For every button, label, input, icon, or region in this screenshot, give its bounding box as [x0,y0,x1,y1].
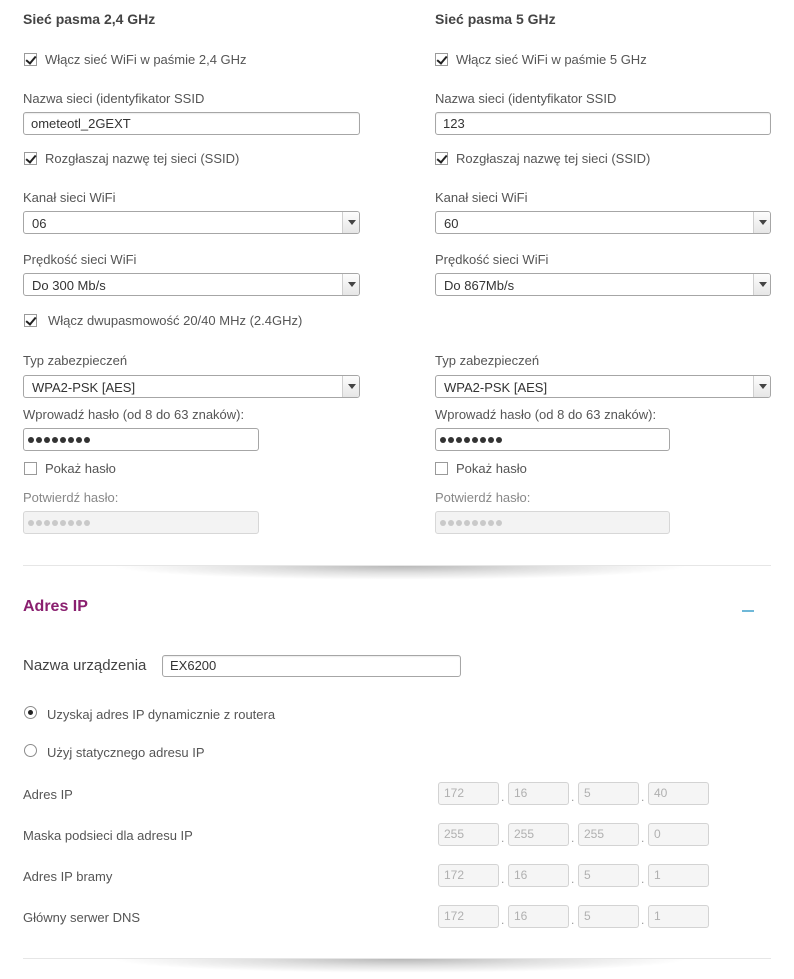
password-mask-dot [440,520,446,526]
password-mask-dot [60,437,66,443]
band5-enable-label: Włącz sieć WiFi w paśmie 5 GHz [456,52,647,67]
subnet-mask-label: Maska podsieci dla adresu IP [23,828,193,843]
octet-separator: . [641,790,645,804]
password-mask-dot [472,437,478,443]
band24-ssid-input[interactable]: ometeotl_2GEXT [23,112,360,135]
password-mask-dot [84,437,90,443]
ip-section-title: Adres IP [23,598,88,615]
password-mask-dot [440,437,446,443]
checkbox-checked-icon[interactable] [24,152,37,165]
band24-confirm-label: Potwierdź hasło: [23,490,119,505]
chevron-down-icon[interactable] [342,274,359,295]
octet-separator: . [501,790,505,804]
password-mask-dot [28,437,34,443]
dynamic-ip-label: Uzyskaj adres IP dynamicznie z routera [47,707,276,722]
band5-password-input[interactable] [435,428,670,451]
password-mask-dot [68,437,74,443]
band24-title: Sieć pasma 2,4 GHz [23,11,156,27]
band24-ssid-label: Nazwa sieci (identyfikator SSID [23,91,205,106]
band24-security-label: Typ zabezpieczeń [23,353,128,368]
band5-security-value: WPA2-PSK [AES] [444,380,548,395]
password-mask-dot [480,437,486,443]
password-mask-dot [464,437,470,443]
octet-separator: . [641,872,645,886]
checkbox-checked-icon[interactable] [435,53,448,66]
band5-speed-label: Prędkość sieci WiFi [435,252,549,267]
checkbox-checked-icon[interactable] [435,152,448,165]
band24-enable-checkbox[interactable] [24,52,324,68]
band5-channel-label: Kanał sieci WiFi [435,190,528,205]
checkbox-unchecked-icon[interactable] [24,462,37,475]
band5-title: Sieć pasma 5 GHz [435,11,556,27]
band24-channel-label: Kanał sieci WiFi [23,190,116,205]
octet-separator: . [571,790,575,804]
password-mask-dot [76,437,82,443]
mask-octet-1[interactable]: 255 [438,823,499,846]
dns-octet-4[interactable]: 1 [648,905,709,928]
mask-octet-3[interactable]: 255 [578,823,639,846]
band5-security-label: Typ zabezpieczeń [435,353,540,368]
band24-speed-label: Prędkość sieci WiFi [23,252,137,267]
mask-octet-4[interactable]: 0 [648,823,709,846]
password-mask-dot [488,437,494,443]
band5-ssid-label: Nazwa sieci (identyfikator SSID [435,91,617,106]
band24-confirm-input[interactable] [23,511,259,534]
password-mask-dot [52,437,58,443]
band24-show-password-label: Pokaż hasło [45,461,116,476]
band5-broadcast-label: Rozgłaszaj nazwę tej sieci (SSID) [456,151,651,166]
dns-octet-2[interactable]: 16 [508,905,569,928]
password-mask-dot [464,520,470,526]
chevron-down-icon[interactable] [753,376,770,397]
octet-separator: . [641,913,645,927]
octet-separator: . [571,831,575,845]
band5-confirm-label: Potwierdź hasło: [435,490,531,505]
octet-separator: . [501,913,505,927]
password-mask-dot [496,520,502,526]
band24-channel-select[interactable] [23,211,360,234]
gateway-octet-4[interactable]: 1 [648,864,709,887]
octet-separator: . [571,913,575,927]
band24-channel-value: 06 [32,216,47,231]
ip-octet-3[interactable]: 5 [578,782,639,805]
band5-show-password-checkbox[interactable] [435,461,635,477]
band24-password-input[interactable] [23,428,259,451]
band5-confirm-input[interactable] [435,511,670,534]
device-name-label: Nazwa urządzenia [23,657,147,674]
band24-password-label: Wprowadź hasło (od 8 do 63 znaków): [23,407,245,422]
password-mask-dot [488,520,494,526]
password-mask-dot [84,520,90,526]
ip-octet-4[interactable]: 40 [648,782,709,805]
band5-security-select[interactable] [435,375,771,398]
band5-channel-value: 60 [444,216,459,231]
password-mask-dot [496,437,502,443]
chevron-down-icon[interactable] [342,376,359,397]
password-mask-dot [456,437,462,443]
ip-octet-1[interactable]: 172 [438,782,499,805]
band24-security-select[interactable] [23,375,360,398]
band24-speed-select[interactable] [23,273,360,296]
password-mask-dot [480,520,486,526]
band24-speed-value: Do 300 Mb/s [32,278,106,293]
band5-speed-value: Do 867Mb/s [444,278,515,293]
password-mask-dot [448,437,454,443]
octet-separator: . [501,872,505,886]
chevron-down-icon[interactable] [753,274,770,295]
checkbox-unchecked-icon[interactable] [435,462,448,475]
device-name-input[interactable]: EX6200 [162,655,461,677]
password-mask-dot [28,520,34,526]
chevron-down-icon[interactable] [753,212,770,233]
octet-separator: . [571,872,575,886]
minus-icon[interactable] [742,610,754,612]
checkbox-checked-icon[interactable] [24,53,37,66]
band24-broadcast-label: Rozgłaszaj nazwę tej sieci (SSID) [45,151,240,166]
octet-separator: . [641,831,645,845]
ip-address-label: Adres IP [23,787,73,802]
password-mask-dot [60,520,66,526]
gateway-octet-3[interactable]: 5 [578,864,639,887]
password-mask-dot [36,437,42,443]
band5-password-label: Wprowadź hasło (od 8 do 63 znaków): [435,407,657,422]
band24-broadcast-checkbox[interactable] [24,151,324,167]
gateway-label: Adres IP bramy [23,869,113,884]
band24-enable-label: Włącz sieć WiFi w paśmie 2,4 GHz [45,52,247,67]
gateway-octet-2[interactable]: 16 [508,864,569,887]
chevron-down-icon[interactable] [342,212,359,233]
password-mask-dot [36,520,42,526]
gateway-octet-1[interactable]: 172 [438,864,499,887]
band24-show-password-checkbox[interactable] [24,461,224,477]
radio-static-ip[interactable] [24,744,37,757]
static-ip-label: Użyj statycznego adresu IP [47,745,205,760]
dns-octet-3[interactable]: 5 [578,905,639,928]
dns-octet-1[interactable]: 172 [438,905,499,928]
password-mask-dot [44,520,50,526]
password-mask-dot [76,520,82,526]
band5-enable-checkbox[interactable] [435,52,735,68]
password-mask-dot [52,520,58,526]
section-divider-shadow [110,959,690,973]
band24-dualband-label: Włącz dwupasmowość 20/40 MHz (2.4GHz) [48,313,303,328]
band5-show-password-label: Pokaż hasło [456,461,527,476]
band5-speed-select[interactable] [435,273,771,296]
band24-dualband-checkbox[interactable] [24,313,354,329]
section-divider-shadow [110,566,690,580]
band5-channel-select[interactable] [435,211,771,234]
band24-security-value: WPA2-PSK [AES] [32,380,136,395]
octet-separator: . [501,831,505,845]
password-mask-dot [44,437,50,443]
password-mask-dot [456,520,462,526]
band5-ssid-input[interactable]: 123 [435,112,771,135]
band5-broadcast-checkbox[interactable] [435,151,735,167]
dns-label: Główny serwer DNS [23,910,141,925]
password-mask-dot [472,520,478,526]
checkbox-checked-icon[interactable] [24,314,37,327]
password-mask-dot [68,520,74,526]
ip-octet-2[interactable]: 16 [508,782,569,805]
password-mask-dot [448,520,454,526]
radio-dynamic-ip[interactable] [24,706,37,719]
mask-octet-2[interactable]: 255 [508,823,569,846]
